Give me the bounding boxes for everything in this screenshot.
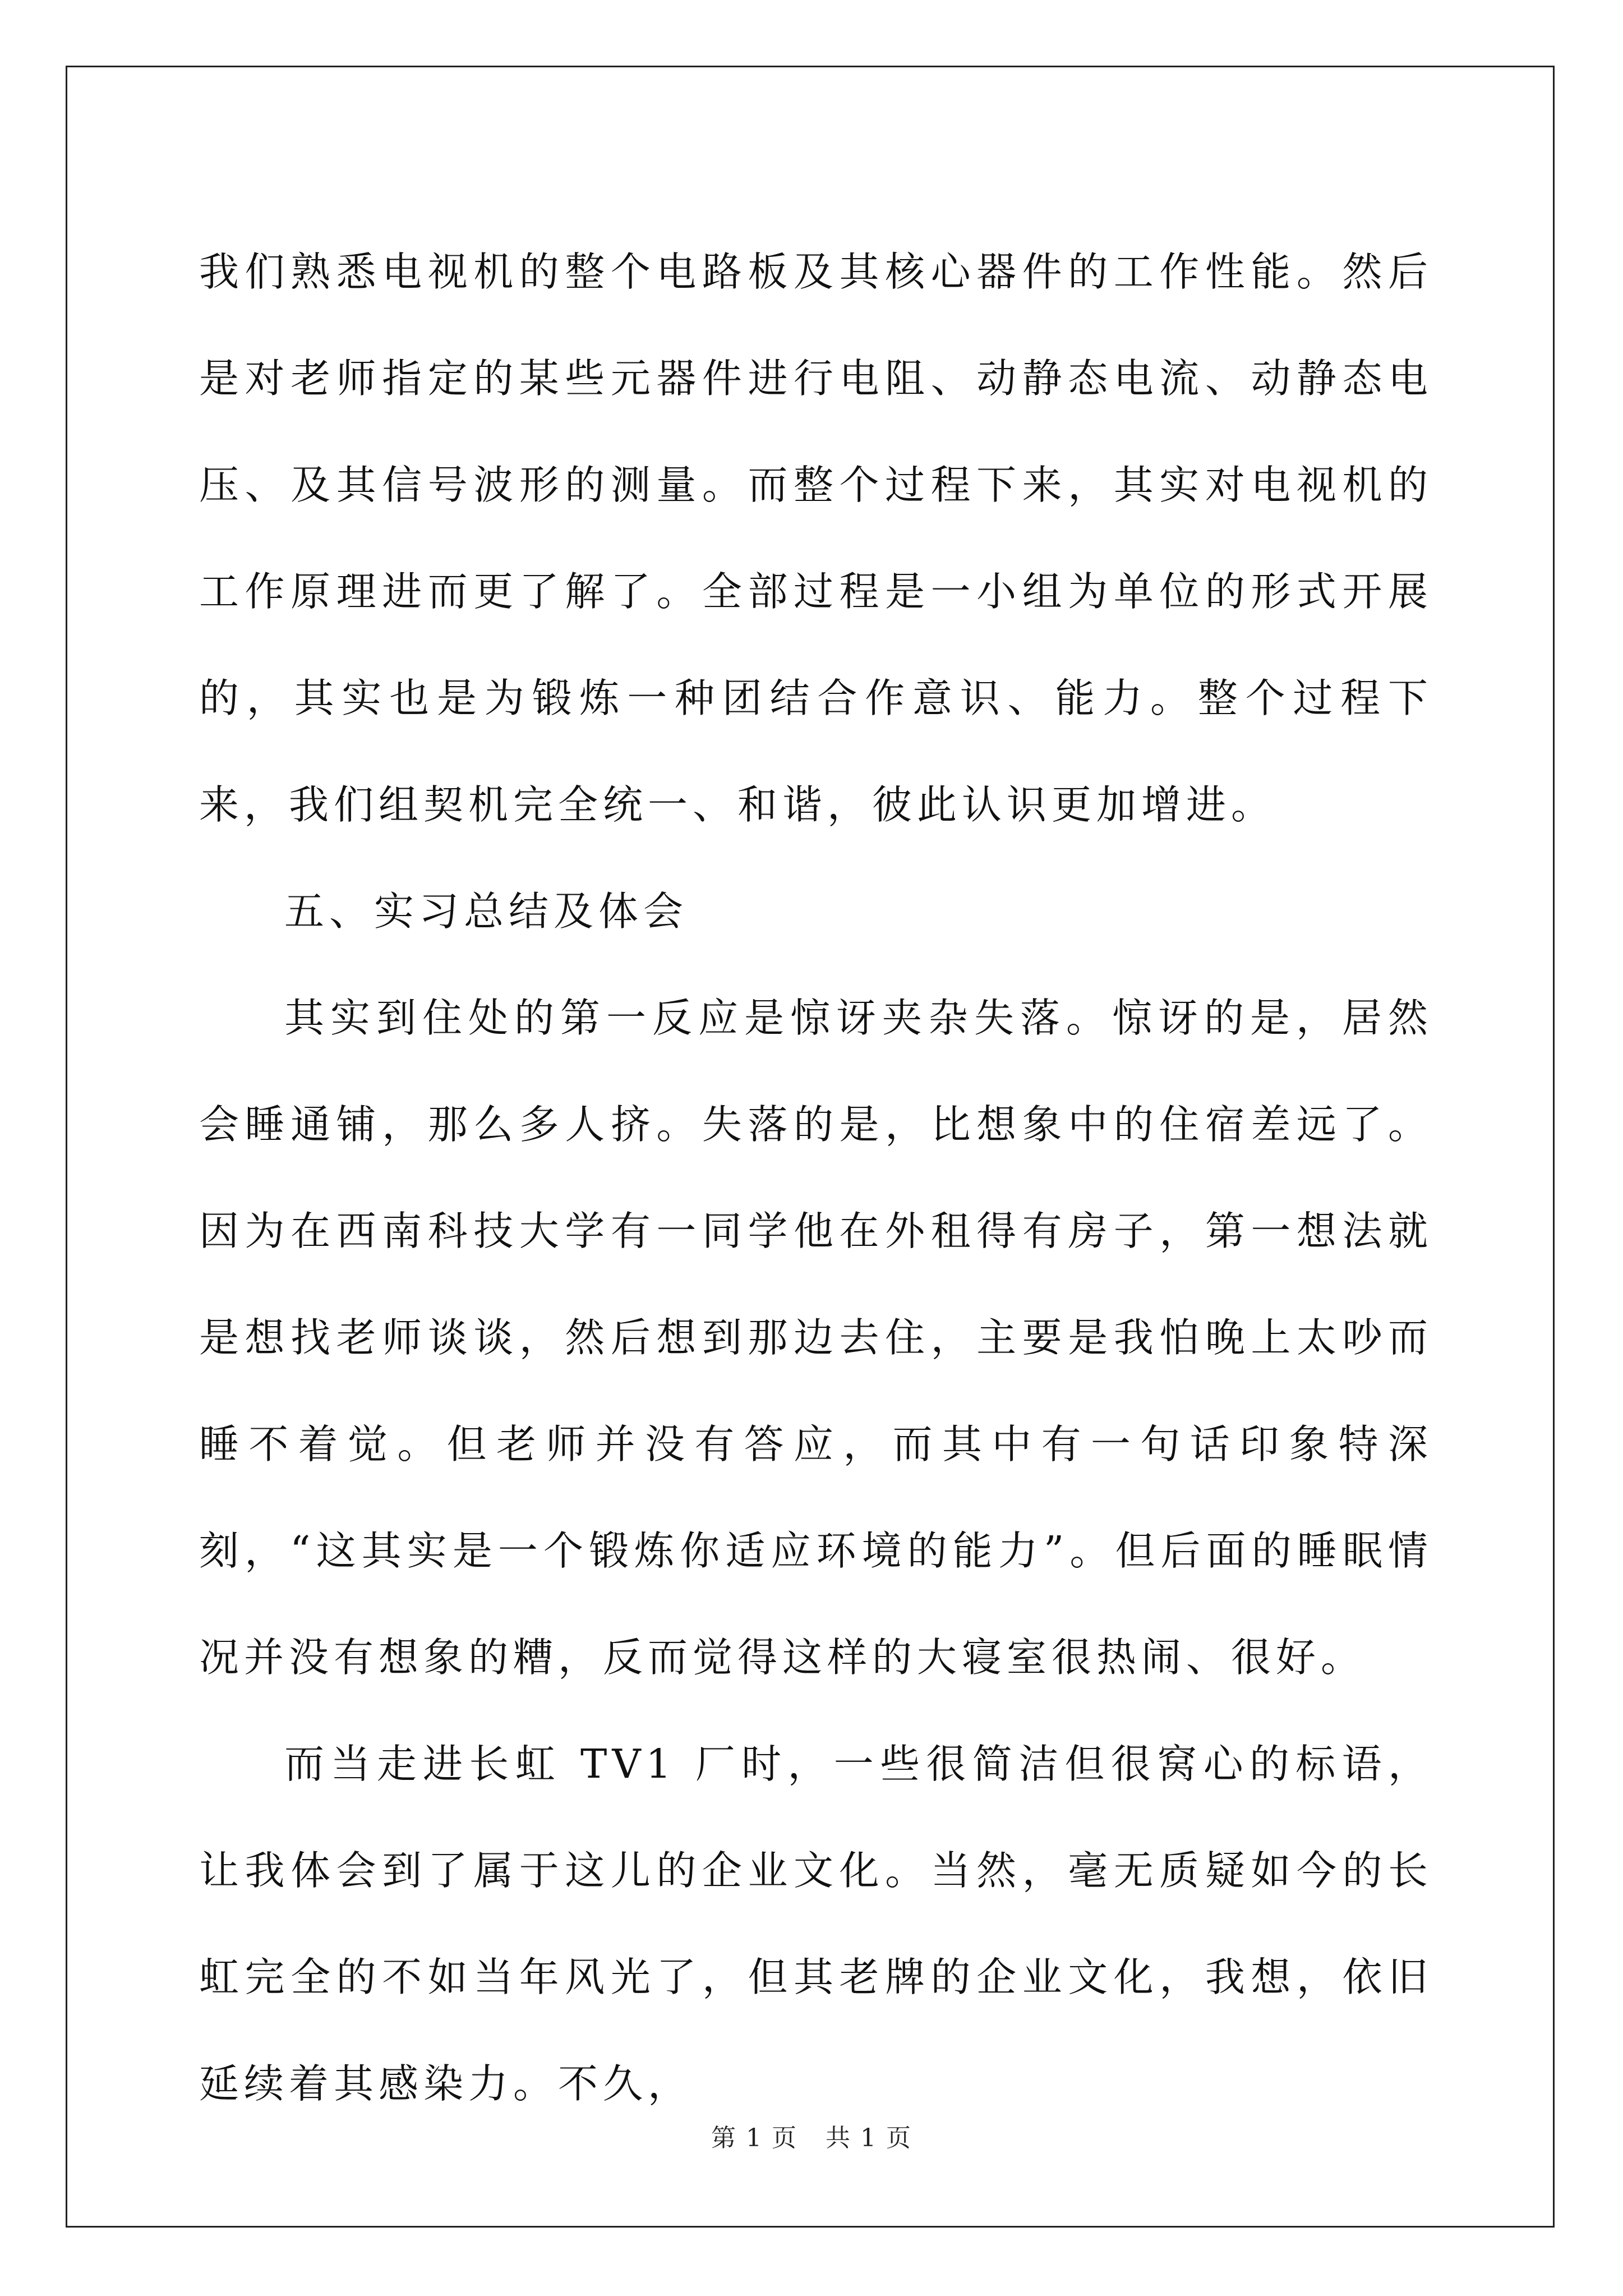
paragraph: 而当走进长虹 TV1 厂时，一些很简洁但很窝心的标语，让我体会到了属于这儿的企业文化。当然，毫无质疑如今的长虹完全的不如当年风光了，但其老牌的企业文化，我想，依旧延续着其感染力。不久，: [199, 1741, 1433, 2107]
document-body: [199, 219, 1433, 2137]
page-number: 第 1 页: [711, 2124, 797, 2152]
page-total: 共 1 页: [826, 2124, 912, 2152]
paragraph: 我们熟悉电视机的整个电路板及其核心器件的工作性能。然后是对老师指定的某些元器件进行电阻、动静态电流、动静态电压、及其信号波形的测量。而整个过程下来，其实对电视机的工作原理进而更了解了。全部过程是一小组为单位的形式开展的，其实也是为锻炼一种团结合作意识、能力。整个过程下来，我们组契机完全统一、和谐，彼此认识更加增进。: [199, 249, 1433, 828]
page-footer: [0, 2118, 1623, 2154]
paragraph: 其实到住处的第一反应是惊讶夹杂失落。惊讶的是，居然会睡通铺，那么多人挤。失落的是，比想象中的住宿差远了。因为在西南科技大学有一同学他在外租得有房子，第一想法就是想找老师谈谈，然后想到那边去住，主要是我怕晚上太吵而睡不着觉。但老师并没有答应，而其中有一句话印象特深刻，“这其实是一个锻炼你适应环境的能力”。但后面的睡眠情况并没有想象的糟，反而觉得这样的大寝室很热闹、很好。: [199, 995, 1433, 1681]
section-heading: 五、实习总结及体会: [284, 888, 689, 935]
